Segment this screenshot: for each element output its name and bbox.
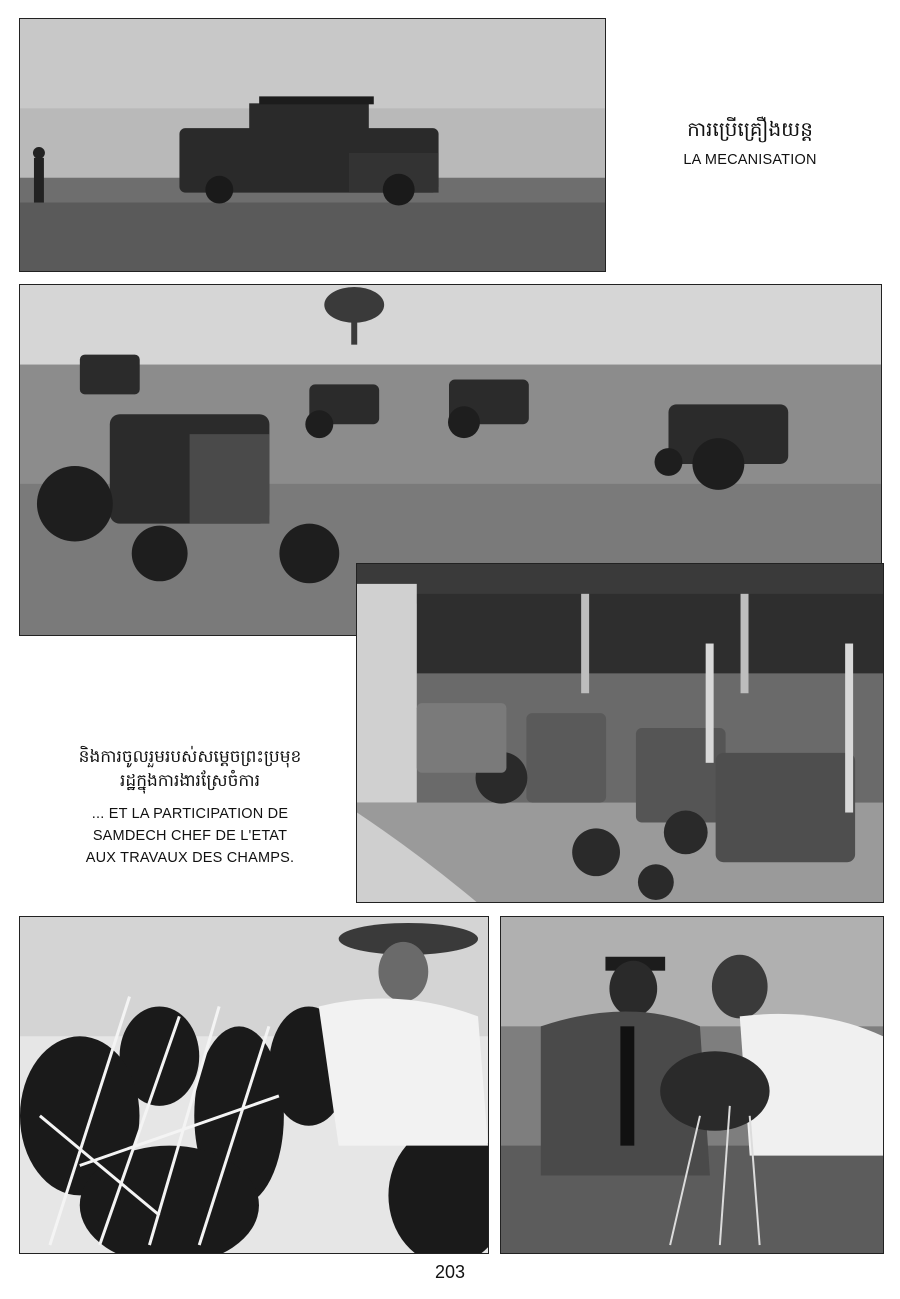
caption-mecanisation-khmer: ការប្រើគ្រឿងយន្ត [687,117,813,141]
caption-participation [40,745,340,869]
photo-men-examining-crop [500,916,884,1254]
caption-mecanisation [630,115,870,171]
caption-participation-french-line2: SAMDECH CHEF DE L'ETAT [92,828,288,844]
caption-participation-khmer-line1: និងការចូលរួមរបស់សម្ដេចព្រះប្រមុខ [78,747,302,767]
page-number: 203 [434,1262,466,1282]
caption-participation-french-line3: AUX TRAVAUX DES CHAMPS. [85,850,295,866]
photo-tractors-shed [356,563,884,903]
caption-participation-khmer-line2: រដ្ឋក្នុងការងារស្រែចំការ [120,771,260,791]
photo-chef-in-field [19,916,489,1254]
caption-mecanisation-french: LA MECANISATION [683,152,817,168]
caption-participation-french-line1: ... ET LA PARTICIPATION DE [91,806,289,822]
photo-combine-harvester [19,18,606,272]
